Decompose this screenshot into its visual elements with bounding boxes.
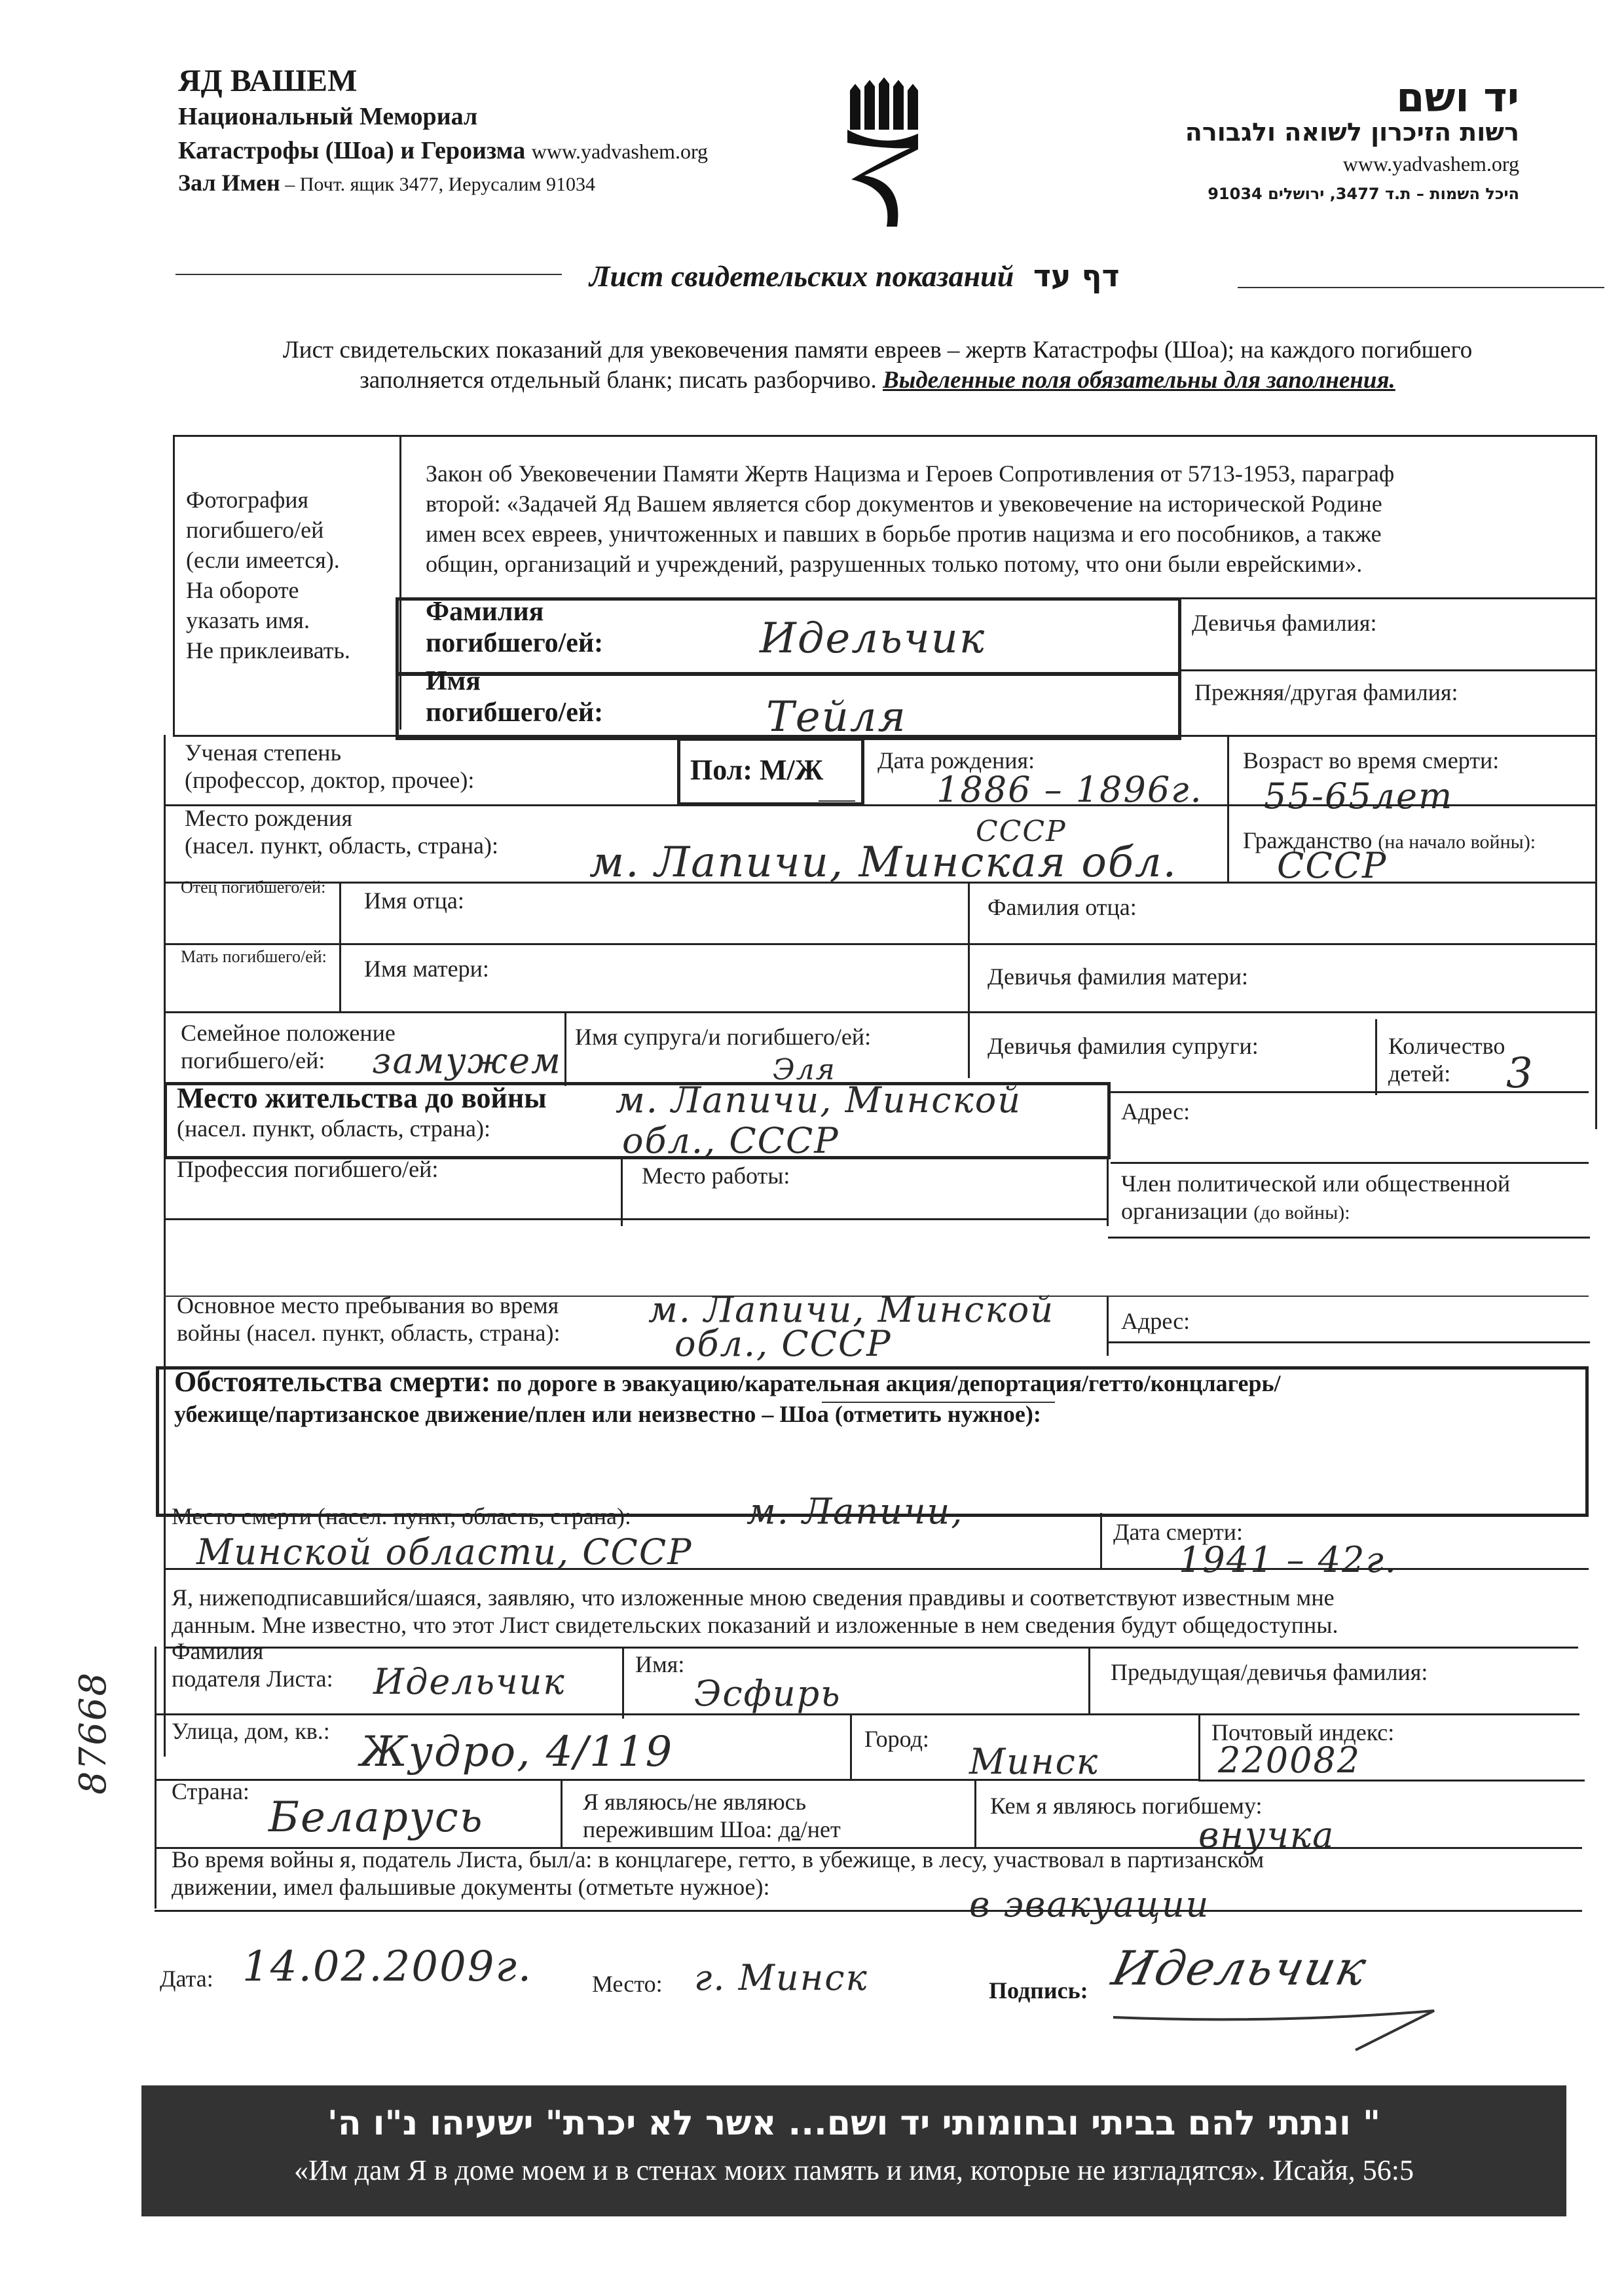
- citizenship-text: Гражданство: [1243, 827, 1373, 853]
- death-place-value-2[interactable]: Минской области, СССР: [196, 1531, 693, 1573]
- maiden-name-label: Девичья фамилия:: [1192, 610, 1377, 636]
- circ-options-1[interactable]: по дороге в эвакуацию/карательная акция/депортация/гетто/концлагерь/: [496, 1370, 1281, 1396]
- org-line1-he: רשות הזיכרון לשואה ולגבורה: [1185, 118, 1519, 147]
- intro-line1: Лист свидетельских показаний для увековечения памяти евреев – жертв Катастрофы (Шоа); на каждого погибшего: [282, 337, 1473, 364]
- prev-surname-label: Прежняя/другая фамилия:: [1194, 679, 1458, 705]
- death-place-value-1[interactable]: м. Лапичи,: [747, 1491, 964, 1532]
- birthplace-value-country[interactable]: СССР: [976, 815, 1067, 848]
- form-title-he: דף עד: [1033, 258, 1120, 293]
- signature-label: Подпись:: [989, 1977, 1088, 2004]
- residence-value-1[interactable]: м. Лапичи, Минской: [616, 1079, 1022, 1121]
- age-label: Возраст во время смерти:: [1243, 747, 1500, 774]
- signature[interactable]: Идельчик: [1107, 1941, 1373, 1996]
- footer-quote-banner: [141, 2085, 1566, 2216]
- photo-line: Фотография: [186, 487, 309, 513]
- mother-small-label: Мать погибшего/ей:: [181, 947, 327, 966]
- survivor-line1: Я являюсь/не являюсь: [583, 1789, 807, 1815]
- street-label: Улица, дом, кв.:: [172, 1718, 330, 1744]
- org-postal-address: – Почт. ящик 3477, Иерусалим 91034: [280, 174, 595, 195]
- surname-label: Фамилия погибшего/ей:: [426, 597, 604, 658]
- spouse-value[interactable]: Эля: [773, 1053, 836, 1087]
- country-label: Страна:: [172, 1778, 249, 1804]
- postal-value[interactable]: 220082: [1218, 1740, 1361, 1781]
- hall-of-names: Зал Имен: [178, 170, 280, 196]
- submitter-wartime-line1: Во время войны я, податель Листа, был/а: в концлагере, гетто, в убежище, в лесу, участвовал в партизанском: [172, 1846, 1264, 1873]
- degree-label: [185, 739, 474, 794]
- citizenship-value[interactable]: СССР: [1277, 845, 1388, 886]
- record-number: 87668: [72, 1671, 115, 1795]
- org-address-he: היכל השמות – ת.ד 3477, ירושלים 91034: [1208, 185, 1519, 203]
- family-line2: погибшего/ей:: [181, 1047, 325, 1073]
- children-label: [1388, 1032, 1505, 1087]
- footer-russian: «Им дам Я в доме моем и в стенах моих память и имя, которые не изгладятся». Исайя, 56:5: [293, 2154, 1414, 2186]
- family-status-value[interactable]: замужем: [372, 1040, 562, 1081]
- org-url-he[interactable]: www.yadvashem.org: [1342, 152, 1519, 176]
- photo-line: На обороте: [186, 577, 299, 603]
- workplace-label: Место работы:: [642, 1163, 790, 1189]
- submitter-surname-line1: Фамилия: [172, 1638, 264, 1664]
- member-label: [1121, 1170, 1510, 1225]
- submitter-surname-line2: подателя Листа:: [172, 1666, 333, 1692]
- submitter-surname-value[interactable]: Идельчик: [373, 1661, 566, 1702]
- place-label: Место:: [592, 1971, 663, 1997]
- survivor-line2: пережившим Шоа:: [583, 1816, 773, 1842]
- intro-text: [157, 335, 1598, 396]
- date-label: Дата:: [160, 1966, 213, 1992]
- death-circumstances: [174, 1366, 1582, 1429]
- org-line1-ru: Национальный Мемориал: [178, 103, 478, 130]
- father-surname-label: Фамилия отца:: [987, 894, 1137, 920]
- circ-options-2[interactable]: убежище/партизанское движение/плен или неизвестно – Шоа (отметить нужное):: [174, 1401, 1041, 1427]
- submitter-surname-label: [172, 1637, 333, 1692]
- residence-line2: (насел. пункт, область, страна):: [177, 1115, 491, 1142]
- residence-value-2[interactable]: обл., СССР: [622, 1120, 840, 1161]
- photo-line: Не приклеивать.: [186, 637, 350, 663]
- intro-required-note: Выделенные поля обязательны для заполнения.: [882, 367, 1395, 394]
- form-title: [589, 258, 1120, 293]
- city-label: Город:: [864, 1726, 929, 1752]
- spouse-maiden-label: Девичья фамилия супруги:: [987, 1033, 1259, 1059]
- member-line1: Член политической или общественной: [1121, 1170, 1511, 1197]
- photo-line: (если имеется).: [186, 547, 340, 573]
- city-value[interactable]: Минск: [969, 1741, 1099, 1782]
- firstname-label: Имя погибшего/ей:: [426, 666, 604, 728]
- submitter-wartime-label: [172, 1846, 1599, 1901]
- degree-line1: Ученая степень: [185, 739, 341, 766]
- yad-vashem-logo: [845, 77, 923, 228]
- org-title-ru: ЯД ВАШЕМ: [178, 64, 358, 98]
- submitter-wartime-line2: движении, имел фальшивые документы (отметьте нужное):: [172, 1874, 770, 1900]
- spouse-label: Имя супруга/и погибшего/ей:: [575, 1024, 872, 1050]
- org-address-ru: [178, 169, 595, 196]
- place-value[interactable]: г. Минск: [694, 1957, 868, 1998]
- residence-label: [177, 1082, 547, 1142]
- declaration-text: [172, 1584, 1599, 1639]
- member-line2: организации: [1121, 1198, 1248, 1224]
- mother-maiden-label: Девичья фамилия матери:: [987, 963, 1249, 990]
- father-name-label: Имя отца:: [364, 887, 464, 914]
- children-value[interactable]: 3: [1506, 1049, 1534, 1098]
- wartime-place-value-1[interactable]: м. Лапичи, Минской: [648, 1289, 1055, 1330]
- submitter-name-label: Имя:: [635, 1651, 685, 1677]
- profession-label: Профессия погибшего/ей:: [177, 1156, 439, 1182]
- father-small-label: Отец погибшего/ей:: [181, 878, 326, 897]
- photo-instructions: [186, 485, 396, 665]
- age-value[interactable]: 55-65лет: [1264, 775, 1454, 817]
- law-line: Закон об Увековечении Памяти Жертв Нацизма и Героев Сопротивления от 5713-1953, параграф: [426, 460, 1395, 487]
- wartime-place-label: [177, 1292, 561, 1347]
- declaration-line1: Я, нижеподписавшийся/шаяся, заявляю, что изложенные мною сведения правдивы и соответствуют известным мне: [172, 1584, 1335, 1611]
- wartime-line2: войны (насел. пункт, область, страна):: [177, 1320, 561, 1346]
- declaration-line2: данным. Мне известно, что этот Лист свидетельских показаний и изложенные в нем сведения будут общедоступны.: [172, 1612, 1338, 1638]
- wartime-place-value-2[interactable]: обл., СССР: [674, 1323, 892, 1364]
- relation-label: Кем я являюсь погибшему:: [990, 1793, 1263, 1819]
- photo-line: погибшего/ей: [186, 517, 324, 543]
- children-line1: Количество: [1388, 1033, 1505, 1059]
- street-value[interactable]: Жудро, 4/119: [360, 1728, 674, 1776]
- member-note: (до войны):: [1253, 1202, 1350, 1223]
- dob-value[interactable]: 1886 – 1896г.: [936, 769, 1203, 810]
- dob-label: Дата рождения:: [877, 747, 1035, 774]
- submitter-wartime-value[interactable]: в эвакуации: [969, 1884, 1210, 1925]
- org-url-ru[interactable]: www.yadvashem.org: [531, 140, 709, 163]
- signature-flourish: [1107, 2004, 1447, 2060]
- death-place-label: Место смерти (насел. пункт, область, страна):: [172, 1503, 631, 1529]
- wartime-line1: Основное место пребывания во время: [177, 1292, 559, 1318]
- law-line: второй: «Задачей Яд Вашем является сбор документов и увековечение на исторической Родине: [426, 491, 1382, 517]
- law-line: имен всех евреев, уничтоженных и павших в борьбе против нацизма и его пособников, а также: [426, 521, 1382, 547]
- circ-title: Обстоятельства смерти:: [174, 1366, 491, 1398]
- surname-value[interactable]: Идельчик: [760, 614, 986, 663]
- org-line2-text: Катастрофы (Шоа) и Героизма: [178, 137, 526, 164]
- intro-line2: заполняется отдельный бланк; писать разборчиво.: [360, 367, 877, 394]
- survivor-yes-option[interactable]: да: [778, 1816, 801, 1842]
- family-line1: Семейное положение: [181, 1020, 396, 1046]
- birthplace-value[interactable]: м. Лапичи, Минская обл.: [589, 838, 1177, 887]
- relation-value[interactable]: внучка: [1198, 1814, 1335, 1856]
- residence-line1: Место жительства до войны: [177, 1082, 547, 1114]
- submitter-name-value[interactable]: Эсфирь: [694, 1673, 841, 1714]
- country-value[interactable]: Беларусь: [268, 1793, 484, 1842]
- family-status-label: [181, 1019, 396, 1074]
- date-value[interactable]: 14.02.2009г.: [242, 1943, 533, 1991]
- citizenship-note: (на начало войны):: [1378, 831, 1536, 853]
- mother-name-label: Имя матери:: [364, 956, 489, 982]
- form-title-ru: Лист свидетельских показаний: [589, 259, 1014, 293]
- residence-address-label: Адрес:: [1121, 1098, 1190, 1125]
- law-line: общин, организаций и учреждений, разрушенных только потому, что они были еврейскими».: [426, 551, 1363, 577]
- survivor-no-option[interactable]: /нет: [800, 1816, 841, 1842]
- sex-label: Пол: М/Ж: [690, 754, 824, 786]
- wartime-address-label: Адрес:: [1121, 1308, 1190, 1334]
- degree-line2: (профессор, доктор, прочее):: [185, 767, 475, 793]
- death-date-value[interactable]: 1941 – 42г.: [1179, 1539, 1397, 1580]
- birthplace-line1: Место рождения: [185, 805, 353, 831]
- photo-line: указать имя.: [186, 607, 310, 633]
- birthplace-label: [185, 804, 498, 859]
- death-date-label: Дата смерти:: [1113, 1519, 1244, 1545]
- org-title-he: יד ושם: [1396, 73, 1519, 121]
- firstname-value[interactable]: Тейля: [766, 693, 907, 741]
- survivor-label: [583, 1788, 841, 1843]
- birthplace-line2: (насел. пункт, область, страна):: [185, 832, 499, 859]
- org-line2-ru: [178, 136, 708, 165]
- law-text: [426, 458, 1598, 579]
- footer-hebrew: " ונתתי להם בביתי ובחומותי יד ושם... אשר לא יכרת" ישעיהו נ"ו ה': [327, 2104, 1381, 2143]
- submitter-prev-label: Предыдущая/девичья фамилия:: [1111, 1659, 1428, 1685]
- children-line2: детей:: [1388, 1060, 1451, 1087]
- postal-label: Почтовый индекс:: [1211, 1719, 1395, 1745]
